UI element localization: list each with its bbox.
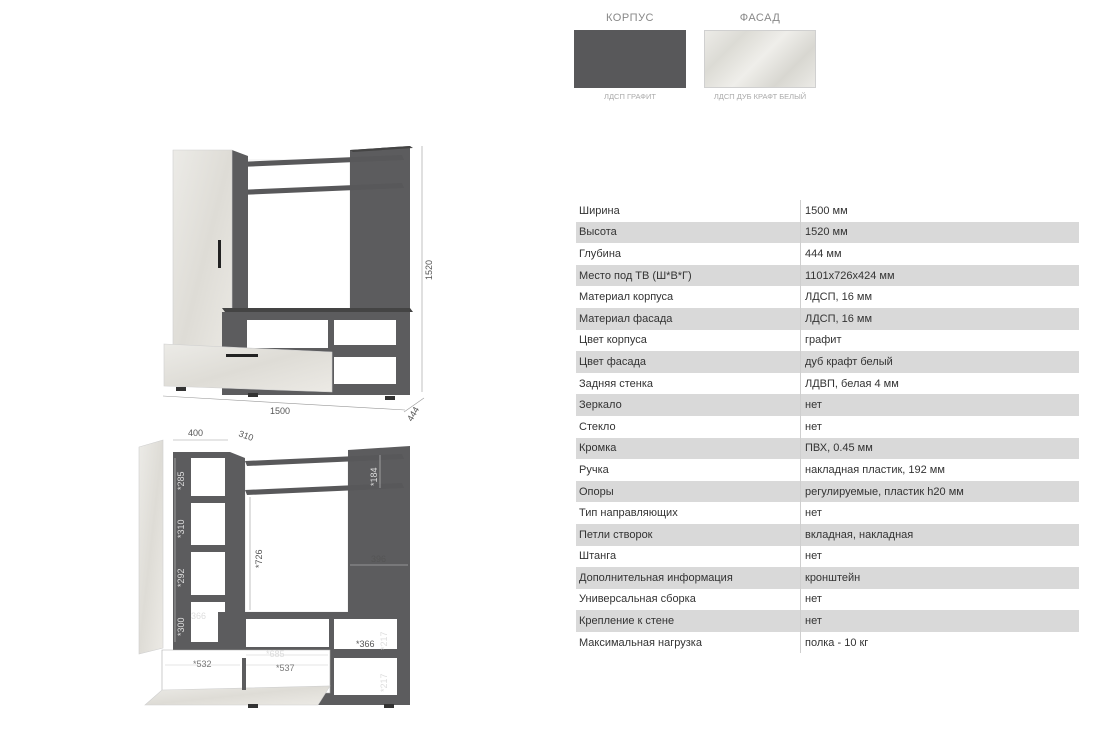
specs-table-body [576,200,1079,653]
spec-value: нет [801,502,1080,524]
spec-row [576,524,1079,546]
spec-row [576,308,1079,330]
spec-row [576,567,1079,589]
dim-width: 1500 [270,406,291,416]
spec-row [576,330,1079,352]
spec-label: Зеркало [576,394,801,416]
spec-value: графит [801,330,1080,352]
swatch-name: ЛДСП ГРАФИТ [604,92,656,101]
spec-value: ЛДСП, 16 мм [801,286,1080,308]
spec-label: Кромка [576,438,801,460]
spec-label: Материал корпуса [579,291,674,304]
spec-label: Высота [576,222,801,244]
swatch-color-oak [704,30,816,88]
dim-217a: *217 [379,631,389,650]
spec-value: 444 мм [801,243,1080,265]
spec-label: Крепление к стене [576,610,801,632]
spec-row [576,286,1079,308]
spec-value: накладная пластик, 192 мм [801,459,1080,481]
swatch-fasad [704,12,816,101]
dim-height: 1520 [424,259,434,280]
spec-row [576,394,1079,416]
spec-label: Цвет фасада [576,351,801,373]
spec-row [576,481,1079,503]
swatch-title: ФАСАД [739,12,781,24]
dim-217b: *217 [379,673,389,692]
spec-label: Опоры [576,481,801,503]
dim-396: 396 [371,554,387,564]
dim-292: *292 [176,568,186,587]
spec-value: ПВХ, 0.45 мм [801,438,1080,460]
spec-label: Задняя стенка [579,377,654,390]
spec-value: нет [801,394,1080,416]
dim-184: *184 [369,467,379,486]
spec-value: кронштейн [801,567,1080,589]
spec-value: регулируемые, пластик h20 мм [801,481,1080,503]
spec-value: вкладная, накладная [801,524,1080,546]
spec-label: Штанга [579,550,617,563]
spec-value: дуб крафт белый [801,351,1080,373]
spec-label: Цвет корпуса [579,334,647,347]
spec-label: Ширина [579,204,620,217]
dim-285: *285 [176,471,186,490]
spec-row [576,243,1079,265]
swatch-color-graphite [574,30,686,88]
spec-row [576,416,1079,438]
dim-310: 310 [237,428,255,444]
spec-row [576,351,1079,373]
spec-value: нет [801,546,1080,568]
specs-table [576,200,1079,653]
spec-row [576,502,1079,524]
spec-row [576,632,1079,654]
spec-label: Тип направляющих [579,507,678,520]
dim-366b: *366 [356,639,375,649]
swatch-korpus [574,12,686,101]
spec-label: Место под ТВ (Ш*В*Г) [576,265,801,287]
dim-537: *537 [276,663,295,673]
dim-685: *685 [266,649,285,659]
spec-row [576,438,1079,460]
spec-row [576,610,1079,632]
dim-726: *726 [254,549,264,568]
spec-row [576,546,1079,568]
spec-value: 1520 мм [801,222,1080,244]
spec-row [576,222,1079,244]
spec-label: Материал фасада [576,308,801,330]
spec-value: ЛДВП, белая 4 мм [801,373,1080,395]
dimensioned-view [139,428,410,708]
spec-label: Петли створок [576,524,801,546]
spec-row [576,589,1079,611]
spec-value: полка - 10 кг [801,632,1080,654]
spec-label: Дополнительная информация [576,567,801,589]
spec-value: ЛДСП, 16 мм [801,308,1080,330]
spec-row [576,373,1079,395]
spec-value: нет [801,416,1080,438]
dim-400: 400 [188,428,204,438]
swatch-title: КОРПУС [605,12,654,24]
spec-label: Стекло [579,420,616,433]
dim-366a: 366 [191,611,207,621]
spec-label: Максимальная нагрузка [579,636,702,649]
dim-depth: 444 [405,404,422,423]
spec-label: Глубина [579,247,622,260]
spec-value: нет [801,610,1080,632]
dim-300: *300 [176,617,186,636]
spec-value: 1101x726x424 мм [801,265,1080,287]
spec-label: Ручка [579,463,609,476]
spec-row [576,200,1079,222]
spec-value: нет [801,589,1080,611]
spec-label: Универсальная сборка [579,593,696,606]
dim-532: *532 [193,659,212,669]
dim-310b: *310 [176,519,186,538]
spec-row [576,265,1079,287]
spec-row [576,459,1079,481]
assembled-view [163,146,434,423]
swatch-name: ЛДСП ДУБ КРАФТ БЕЛЫЙ [713,92,807,101]
spec-value: 1500 мм [801,200,1080,222]
